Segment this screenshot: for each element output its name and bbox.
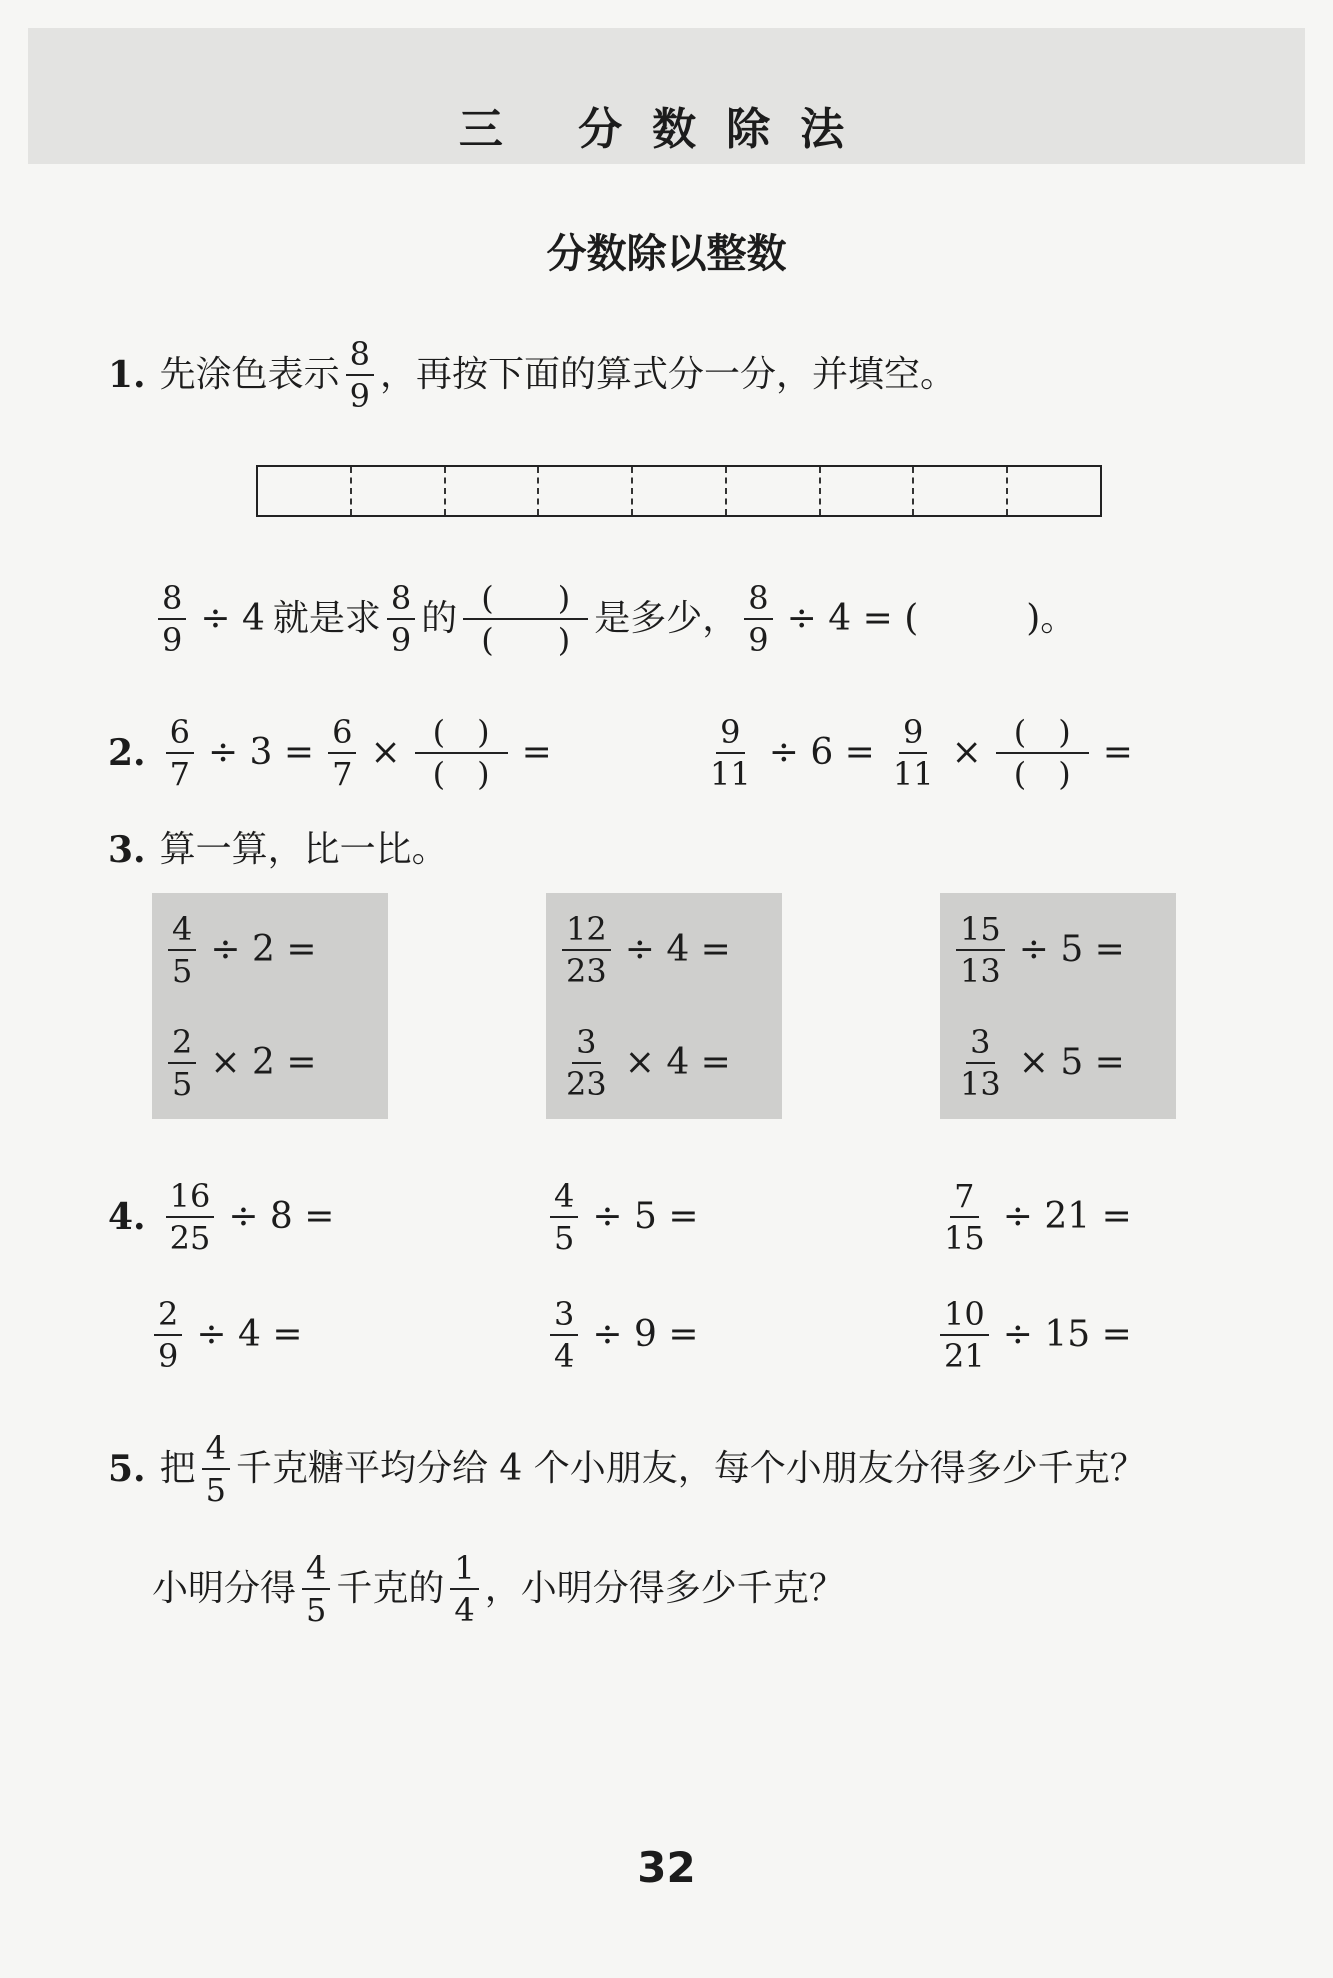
question-1-fill-line: $\frac{8}{9}$ ÷ 4 就是求 $\frac{8}{9}$ 的 $\frac{( )}{( )}$ 是多少， $\frac{8}{9}$ ÷ 4 = ( )。 (152, 578, 1084, 660)
question-4-item[interactable]: $\frac{3}{4}$ ÷ 9 = (544, 1294, 706, 1376)
question-2-right: $\frac{9}{11}$ ÷ 6 = $\frac{9}{11}$ × $\frac{( )}{( )}$ = (700, 712, 1141, 794)
bar-cell[interactable] (352, 467, 446, 515)
bar-cell[interactable] (539, 467, 633, 515)
bar-cell[interactable] (1008, 467, 1100, 515)
fraction: $\frac{8}{9}$ (387, 578, 415, 660)
question-4-item[interactable]: $\frac{4}{5}$ ÷ 5 = (544, 1176, 706, 1258)
question-4-item[interactable]: 4. $\frac{16}{25}$ ÷ 8 = (108, 1177, 335, 1257)
fraction: $\frac{9}{11}$ (710, 713, 751, 793)
question-5-part-2: 小明分得 $\frac{4}{5}$ 千克的 $\frac{1}{4}$ ，小明分得多少千克？ (152, 1549, 845, 1629)
blank-fraction[interactable]: $\frac{( )}{( )}$ (415, 712, 508, 794)
question-4-item[interactable]: $\frac{10}{21}$ ÷ 15 = (934, 1294, 1140, 1376)
fraction: $\frac{9}{11}$ (892, 713, 934, 793)
bar-cell[interactable] (446, 467, 540, 515)
bar-cell[interactable] (821, 467, 915, 515)
answer-blank[interactable]: ÷ 4 = ( )。 (786, 598, 1077, 639)
chapter-title: 三 分数除法 (458, 104, 875, 155)
fraction: $\frac{6}{7}$ (328, 712, 356, 794)
section-title: 分数除以整数 (546, 231, 787, 277)
fraction: $\frac{4}{5}$ (302, 1548, 330, 1630)
bar-cell[interactable] (258, 467, 352, 515)
compare-row[interactable]: $\frac{15}{13}$ ÷ 5 = (950, 909, 1176, 991)
page-number: 32 (637, 1843, 696, 1892)
question-5-part-1: 5. 把 $\frac{4}{5}$ 千克糖平均分给 4 个小朋友，每个小朋友分得多少千克？ (108, 1429, 1146, 1509)
compare-row[interactable]: $\frac{2}{5}$ × 2 = (162, 1022, 388, 1104)
compare-row[interactable]: $\frac{12}{23}$ ÷ 4 = (556, 909, 782, 991)
blank-fraction[interactable]: $\frac{( )}{( )}$ (996, 712, 1089, 794)
fraction: $\frac{4}{5}$ (202, 1428, 230, 1510)
blank-fraction[interactable]: $\frac{( )}{( )}$ (463, 578, 588, 660)
fraction: $\frac{8}{9}$ (346, 334, 374, 416)
fraction: $\frac{6}{7}$ (166, 712, 194, 794)
bar-cell[interactable] (633, 467, 727, 515)
question-1: 1. 先涂色表示 $\frac{8}{9}$ ，再按下面的算式分一分，并填空。 (108, 335, 956, 415)
bar-cell[interactable] (914, 467, 1008, 515)
bar-cell[interactable] (727, 467, 821, 515)
fraction-bar[interactable] (256, 465, 1102, 517)
compare-row[interactable]: $\frac{3}{13}$ × 5 = (960, 1022, 1125, 1103)
compare-box (546, 893, 782, 1119)
question-2-left: 2. $\frac{6}{7}$ ÷ 3 = $\frac{6}{7}$ × $\frac{( )}{( )}$ = (108, 713, 552, 793)
compare-row[interactable]: $\frac{4}{5}$ ÷ 2 = (162, 909, 388, 991)
fraction: $\frac{8}{9}$ (158, 578, 186, 660)
fraction: $\frac{1}{4}$ (450, 1548, 478, 1630)
compare-row[interactable]: $\frac{3}{23}$ × 4 = (566, 1022, 731, 1103)
compare-box (152, 893, 388, 1119)
fraction: $\frac{8}{9}$ (744, 578, 772, 660)
question-3: 3. 算一算，比一比。 (108, 829, 448, 871)
compare-box (940, 893, 1176, 1119)
question-4-item[interactable]: $\frac{2}{9}$ ÷ 4 = (148, 1294, 310, 1376)
question-4-item[interactable]: $\frac{7}{15}$ ÷ 21 = (944, 1177, 1132, 1257)
